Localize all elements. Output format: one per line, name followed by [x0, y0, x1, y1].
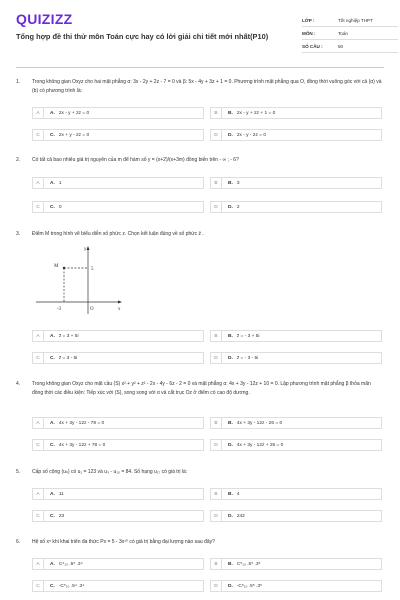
- question-6: [16, 538, 386, 600]
- option-key: D.: [228, 583, 233, 589]
- option-text: z̄ = 3 - 5i: [58, 355, 78, 361]
- meta-value: 50: [338, 43, 344, 49]
- option-b[interactable]: [210, 330, 382, 342]
- question-number: 6.: [16, 539, 21, 545]
- question-number: 1.: [16, 79, 21, 85]
- option-b[interactable]: [210, 488, 382, 500]
- meta-row-subject: [302, 27, 398, 40]
- option-letter: C: [33, 130, 44, 140]
- meta-value: Toán: [338, 30, 348, 36]
- question-text: Điểm M trong hình vẽ biểu diễn số phức z. Chọn kết luận đúng về số phức z̄ .: [32, 231, 204, 237]
- option-key: C.: [50, 442, 55, 448]
- option-letter: B: [211, 331, 222, 341]
- option-key: A.: [50, 333, 55, 339]
- option-key: A.: [50, 110, 55, 116]
- document-title: Tổng hợp đề thi thử môn Toán cực hay có lời giải chi tiết mới nhất(P10): [16, 32, 269, 41]
- y-tick-label: 5: [91, 267, 94, 272]
- option-c[interactable]: [32, 580, 204, 592]
- option-letter: A: [33, 489, 44, 499]
- option-key: D.: [228, 513, 233, 519]
- option-d[interactable]: [210, 201, 382, 213]
- option-a[interactable]: [32, 417, 204, 429]
- option-text: -C⁵₁₀ .5⁴ .3⁴: [58, 583, 85, 589]
- option-key: A.: [50, 420, 55, 426]
- option-c[interactable]: [32, 510, 204, 522]
- option-a[interactable]: [32, 558, 204, 570]
- option-letter: B: [211, 108, 222, 118]
- option-a[interactable]: [32, 330, 204, 342]
- question-2: [16, 156, 386, 218]
- question-text: Có tất cả bao nhiêu giá trị nguyên của m để hàm số y = (x+2)/(x+3m) đồng biến trên - ∞ ; - 6?: [32, 157, 239, 163]
- option-c[interactable]: [32, 201, 204, 213]
- question-text: Cấp số cộng (uₙ) có u₁ = 123 và u₃ - u₁₅ = 84. Số hạng u₁₇ có giá trị là:: [32, 469, 188, 475]
- option-letter: D: [211, 440, 222, 450]
- option-text: z̄ = - 3 - 5i: [236, 355, 259, 361]
- option-text: z̄ = - 3 + 5i: [236, 333, 260, 339]
- option-key: C.: [50, 132, 55, 138]
- option-c[interactable]: [32, 439, 204, 451]
- option-text: 1: [58, 180, 62, 186]
- option-letter: A: [33, 178, 44, 188]
- origin-label: O: [90, 307, 94, 312]
- option-text: 3: [236, 180, 240, 186]
- x-tick-label: -3: [57, 307, 62, 312]
- question-number: 3.: [16, 231, 21, 237]
- option-b[interactable]: [210, 107, 382, 119]
- header: [0, 0, 400, 64]
- option-key: B.: [228, 180, 233, 186]
- option-letter: C: [33, 202, 44, 212]
- option-key: D.: [228, 355, 233, 361]
- option-letter: D: [211, 511, 222, 521]
- option-key: A.: [50, 561, 55, 567]
- header-divider: [16, 67, 384, 68]
- option-text: 2: [236, 204, 240, 210]
- option-d[interactable]: [210, 129, 382, 141]
- option-letter: D: [211, 353, 222, 363]
- option-key: A.: [50, 180, 55, 186]
- option-text: z̄ = 3 + 5i: [58, 333, 79, 339]
- option-letter: A: [33, 418, 44, 428]
- option-key: C.: [50, 355, 55, 361]
- option-key: C.: [50, 204, 55, 210]
- option-b[interactable]: [210, 417, 382, 429]
- question-5: [16, 468, 386, 528]
- option-key: A.: [50, 491, 55, 497]
- question-text: Hệ số x⁵ khi khai triển đa thức Px = 5 - 3x¹⁰ có giá trị bằng đại lượng nào sau đây?: [32, 539, 215, 545]
- option-key: D.: [228, 204, 233, 210]
- y-axis-label: y: [84, 247, 87, 252]
- option-letter: C: [33, 581, 44, 591]
- option-a[interactable]: [32, 488, 204, 500]
- option-d[interactable]: [210, 580, 382, 592]
- y-axis-arrow: [87, 246, 90, 250]
- option-letter: A: [33, 331, 44, 341]
- option-text: 4: [236, 491, 240, 497]
- option-key: B.: [228, 491, 233, 497]
- meta-key: MÔN :: [302, 30, 316, 36]
- point-m: [63, 267, 65, 269]
- option-text: 23: [58, 513, 65, 519]
- quizizz-logo: QUIZIZZ: [16, 11, 73, 27]
- option-text: 4x + 3y - 12z - 26 = 0: [236, 420, 283, 426]
- meta-table: [302, 14, 398, 53]
- question-number: 4.: [16, 381, 21, 387]
- option-text: C⁴₁₀ .5⁵ .3⁴: [58, 561, 83, 567]
- option-d[interactable]: [210, 510, 382, 522]
- option-text: 0: [58, 204, 62, 210]
- complex-plane-figure: [34, 244, 124, 320]
- x-axis-arrow: [118, 301, 122, 304]
- option-key: B.: [228, 333, 233, 339]
- question-4: [16, 380, 386, 460]
- option-text: -C⁵₁₀ .5⁵ .3⁵: [236, 583, 263, 589]
- option-letter: B: [211, 178, 222, 188]
- option-key: C.: [50, 583, 55, 589]
- option-letter: A: [33, 559, 44, 569]
- option-text: 4x + 3y - 12z + 26 = 0: [236, 442, 284, 448]
- option-b[interactable]: [210, 558, 382, 570]
- option-key: D.: [228, 132, 233, 138]
- option-key: B.: [228, 561, 233, 567]
- option-letter: D: [211, 202, 222, 212]
- option-letter: A: [33, 108, 44, 118]
- option-text: 242: [236, 513, 245, 519]
- option-text: 2x + y - 2z = 0: [58, 132, 90, 138]
- question-1: [16, 78, 386, 148]
- option-key: C.: [50, 513, 55, 519]
- option-a[interactable]: [32, 177, 204, 189]
- option-text: C⁵₁₀ .5⁵ .3⁵: [236, 561, 261, 567]
- option-text: 4x + 3y - 12z + 78 = 0: [58, 442, 106, 448]
- option-key: B.: [228, 110, 233, 116]
- question-3: [16, 230, 386, 370]
- option-text: 11: [58, 491, 64, 497]
- meta-key: SỐ CÂU :: [302, 43, 323, 49]
- meta-row-class: [302, 14, 398, 27]
- option-a[interactable]: [32, 107, 204, 119]
- point-m-label: M: [54, 264, 59, 269]
- option-b[interactable]: [210, 177, 382, 189]
- option-letter: B: [211, 418, 222, 428]
- option-letter: C: [33, 353, 44, 363]
- option-c[interactable]: [32, 129, 204, 141]
- option-text: 2x - y + 2z = 0: [58, 110, 90, 116]
- option-letter: C: [33, 511, 44, 521]
- meta-value: Tốt nghiệp THPT: [338, 17, 373, 23]
- question-text: Trong không gian Oxyz cho hai mặt phẳng α: 3x - 2y + 2z - 7 = 0 và β: 5x - 4y + 3z + 1 = 0. Phương trình mặt phẳng qua O, đồng thời vuông góc với cả (α) và (b) có phương trình là:: [32, 79, 382, 94]
- option-letter: B: [211, 559, 222, 569]
- option-letter: D: [211, 581, 222, 591]
- option-text: 2x - y + 2z + 1 = 0: [236, 110, 276, 116]
- option-d[interactable]: [210, 352, 382, 364]
- option-key: D.: [228, 442, 233, 448]
- meta-key: LỚP :: [302, 17, 315, 23]
- meta-row-count: [302, 40, 398, 53]
- option-letter: B: [211, 489, 222, 499]
- option-d[interactable]: [210, 439, 382, 451]
- question-text: Trong không gian Oxyz cho mặt cầu (S) x² + y² + z² - 2x - 4y - 6z - 2 = 0 và mặt phẳng α: 4x + 3y - 12z + 10 = 0. Lập phương trình mặt phẳng β thỏa mãn đồng thời các điều kiện: Tiếp xúc với (S), song song với α và cắt trục Oz ở điểm có cao độ dương.: [32, 381, 371, 396]
- option-key: B.: [228, 420, 233, 426]
- option-letter: D: [211, 130, 222, 140]
- option-text: 2x - y - 2z = 0: [236, 132, 267, 138]
- x-axis-label: x: [118, 307, 121, 312]
- question-number: 5.: [16, 469, 21, 475]
- question-number: 2.: [16, 157, 21, 163]
- option-c[interactable]: [32, 352, 204, 364]
- option-letter: C: [33, 440, 44, 450]
- option-text: 4x + 3y - 12z - 78 = 0: [58, 420, 105, 426]
